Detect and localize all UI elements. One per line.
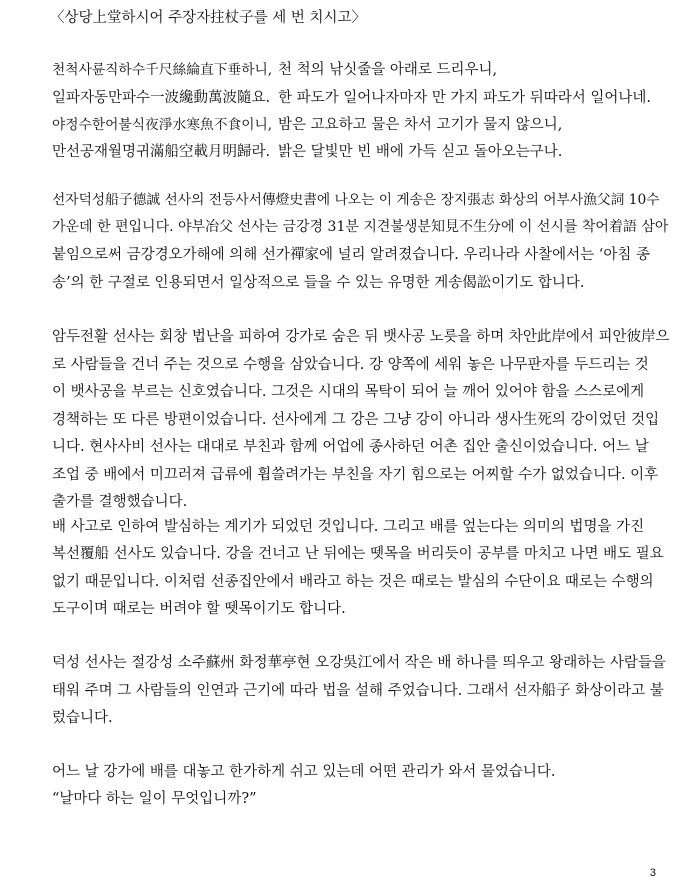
text-line: 조업 중 배에서 미끄러져 급류에 휩쓸려가는 부친을 자기 힘으로는 어찌할 수가 없었습니다. 이후 [52, 467, 659, 483]
poem-translation: 천 척의 낚싯줄을 아래로 드리우니, [278, 62, 498, 78]
text-line: 도구이며 때로는 버려야 할 뗏목이기도 합니다. [52, 601, 346, 617]
text-line: 암두전활 선사는 회창 법난을 피하여 강가로 숨은 뒤 뱃사공 노릇을 하며 차안此岸에서 피안彼岸으 [52, 329, 670, 345]
poem-original: 만선공재월명귀滿船空載月明歸라. [52, 144, 271, 160]
text-line: 송’의 한 구절로 인용되면서 일상적으로 들을 수 있는 유명한 게송偈訟이기도 합니다. [52, 275, 585, 291]
text-line: 없기 때문입니다. 이처럼 선종집안에서 배라고 하는 것은 때로는 발심의 수단이요 때로는 수행의 [52, 574, 654, 590]
text-line: 로 사람들을 건너 주는 것으로 수행을 삼았습니다. 강 양쪽에 세워 놓은 나무판자를 두드리는 것 [52, 357, 649, 373]
text-line: 니다. 현사사비 선사는 대대로 부친과 함께 어업에 종사하던 어촌 집안 출신이었습니다. 어느 날 [52, 439, 649, 455]
poem-original: 야정수한어불식夜淨水寒魚不食이니, [52, 117, 273, 133]
poem-translation: 밤은 고요하고 물은 차서 고기가 물지 않으니, [278, 117, 563, 133]
text-line: 붙임으로써 금강경오가해에 의해 선가禪家에 널리 알려졌습니다. 우리나라 사찰에서는 ‘아침 종 [52, 247, 650, 263]
text-line: 덕성 선사는 절강성 소주蘇州 화정華亭현 오강吳江에서 작은 배 하나를 띄우고 왕래하는 사람들을 [52, 655, 666, 671]
text-line: 렀습니다. [52, 710, 113, 726]
text-line: “날마다 하는 일이 무엇입니까?” [52, 791, 257, 807]
text-line: 이 뱃사공을 부르는 신호였습니다. 그것은 시대의 목탁이 되어 늘 깨어 있어야 함을 스스로에게 [52, 384, 645, 400]
text-line: 태워 주며 그 사람들의 인연과 근기에 따라 법을 설해 주었습니다. 그래서 선자船子 화상이라고 불 [52, 683, 664, 699]
poem-translation: 한 파도가 일어나자마자 만 가지 파도가 뒤따라서 일어나네. [278, 90, 652, 106]
text-line: 출가를 결행했습니다. [52, 494, 188, 510]
text-line: 선자덕성船子德誠 선사의 전등사서傳燈史書에 나오는 이 게송은 장지張志 화상의 어부사漁父詞 10수 [52, 192, 660, 208]
text-line: 복선覆船 선사도 있습니다. 강을 건너고 난 뒤에는 뗏목을 버리듯이 공부를 마치고 나면 배도 필요 [52, 546, 664, 562]
text-line: 경책하는 또 다른 방편이었습니다. 선사에게 그 강은 그냥 강이 아니라 생사生死의 강이었던 것입 [52, 412, 660, 428]
text-line: 배 사고로 인하여 발심하는 계기가 되었던 것입니다. 그리고 배를 엎는다는 의미의 법명을 가진 [52, 519, 645, 535]
page-number: 3 [649, 867, 656, 879]
poem-original: 일파자동만파수一波纔動萬波隨요. [52, 90, 271, 106]
text-line: 어느 날 강가에 배를 대놓고 한가하게 쉬고 있는데 어떤 관리가 와서 물었습니다. [52, 764, 556, 780]
poem-translation: 밝은 달빛만 빈 배에 가득 싣고 돌아오는구나. [278, 144, 563, 160]
section-heading: 〈상당上堂하시어 주장자拄杖子를 세 번 치시고〉 [50, 10, 367, 26]
text-line: 가운데 한 편입니다. 야부冶父 선사는 금강경 31분 지견불생분知見不生分에 이 선시를 착어着語 삼아 [52, 219, 669, 235]
poem-original: 천척사륜직하수千尺絲綸直下垂하니, [52, 62, 273, 78]
